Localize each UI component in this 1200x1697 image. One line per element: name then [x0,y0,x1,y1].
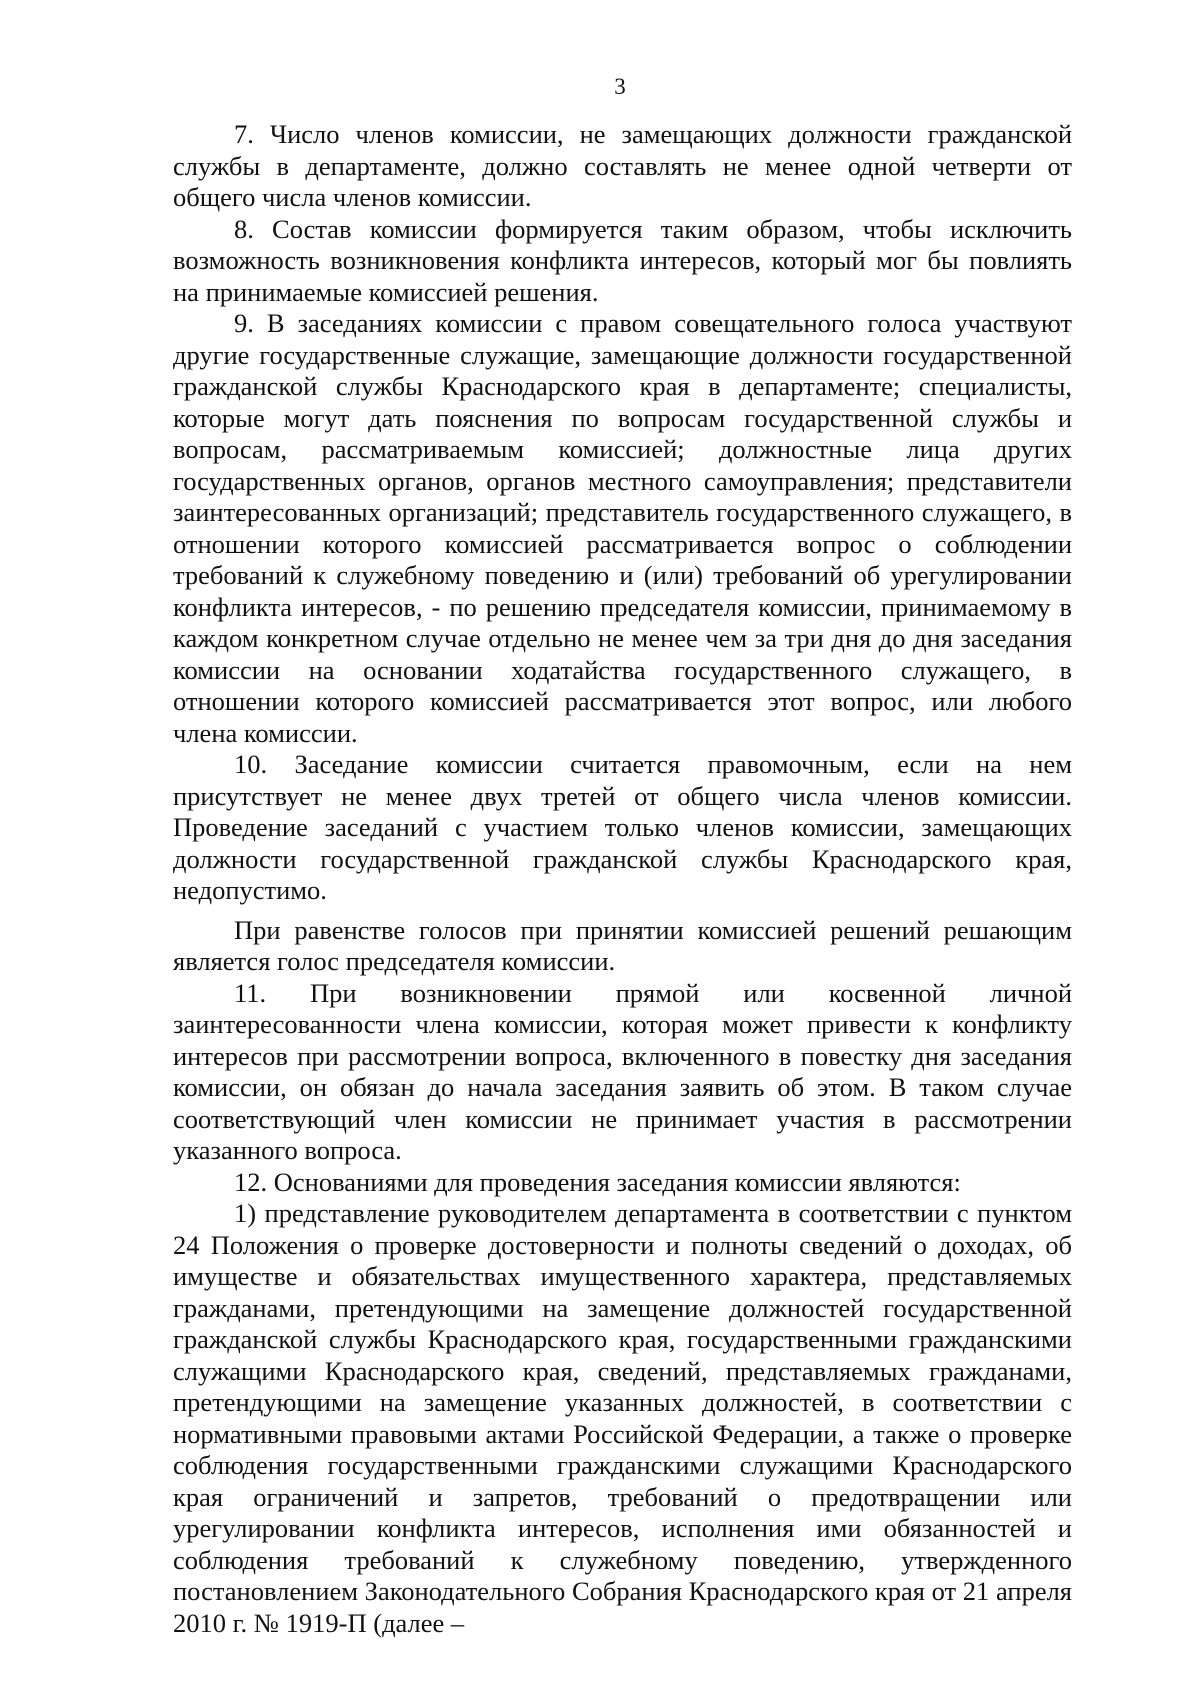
paragraph-8-commission-composition: 8. Состав комиссии формируется таким образом, чтобы исключить возможность возникновения конфликта интересов, который мог бы повлиять на принимаемые комиссией решения. [173,213,1072,307]
paragraph-9-advisory-participants: 9. В заседаниях комиссии с правом совещательного голоса участвуют другие государственные служащие, замещающие должности государственной гражданской службы Краснодарского края в департаменте; специалисты, которые могут дать пояснения по вопросам государственной службы и вопросам, рассматриваемым комиссией; должностные лица других государственных органов, органов местного самоуправления; представители заинтересованных организаций; представитель государственного служащего, в отношении которого комиссией рассматривается вопрос о соблюдении требований к служебному поведению и (или) требований об урегулировании конфликта интересов, - по решению председателя комиссии, принимаемому в каждом конкретном случае отдельно не менее чем за три дня до дня заседания комиссии на основании ходатайства государственного служащего, в отношении которого комиссией рассматривается этот вопрос, или любого члена комиссии. [173,308,1072,748]
paragraph-10-quorum: 10. Заседание комиссии считается правомочным, если на нем присутствует не менее двух третей от общего числа членов комиссии. Проведение заседаний с участием только членов комиссии, замещающих должности государственной гражданской службы Краснодарского края, недопустимо. [173,749,1072,905]
paragraph-12-item-1: 1) представление руководителем департамента в соответствии с пунктом 24 Положения о проверке достоверности и полноты сведений о доходах, об имуществе и обязательствах имущественного характера, представляемых гражданами, претендующими на замещение должностей государственной гражданской службы Краснодарского края, государственными гражданскими служащими Краснодарского края, сведений, представляемых гражданами, претендующими на замещение указанных должностей, в соответствии с нормативными правовыми актами Российской Федерации, а также о проверке соблюдения государственными гражданскими служащими Краснодарского края ограничений и запретов, требований о предотвращении или урегулировании конфликта интересов, исполнения ими обязанностей и соблюдения требований к служебному поведению, утвержденного постановлением Законодательного Собрания Краснодарского края от 21 апреля 2010 г. № 1919-П (далее – [173,1198,1072,1638]
document-body [173,119,1072,1639]
page-number: 3 [614,74,626,99]
paragraph-7-commission-members: 7. Число членов комиссии, не замещающих должности гражданской службы в департаменте, должно составлять не менее одной четверти от общего числа членов комиссии. [173,119,1072,212]
paragraph-tie-vote: При равенстве голосов при принятии комиссией решений решающим является голос председателя комиссии. [173,914,1072,976]
paragraph-12-meeting-grounds: 12. Основаниями для проведения заседания комиссии являются: [234,1166,961,1197]
paragraph-11-conflict-of-interest: 11. При возникновении прямой или косвенной личной заинтересованности члена комиссии, которая может привести к конфликту интересов при рассмотрении вопроса, включенного в повестку дня заседания комиссии, он обязан до начала заседания заявить об этом. В таком случае соответствующий член комиссии не принимает участия в рассмотрении указанного вопроса. [173,977,1072,1165]
